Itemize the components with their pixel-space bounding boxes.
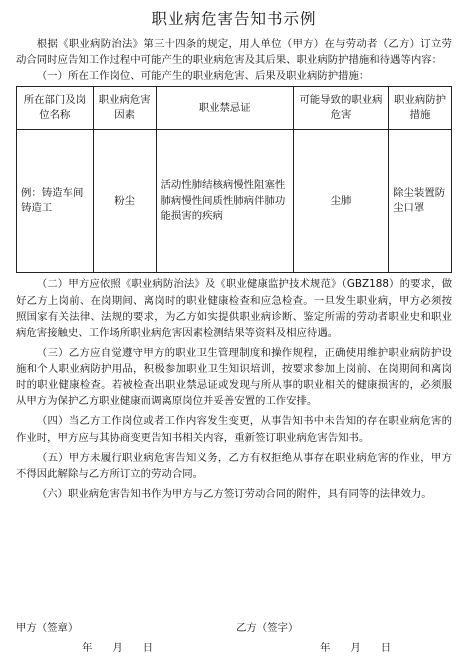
section-three: （三）乙方应自觉遵守甲方的职业卫生管理制度和操作规程，正确使用维护职业病防护设施和个人职业病防护用品，积极参加职业卫生知识培训，按要求参加上岗前、在岗期间和离岗时的职业健康检查。若被检查出职业禁忌证或发现与所从事的职业相关的健康损害的，必须服从甲方为保护乙方职业健康而调离原岗位并妥善安置的工作安排。 <box>16 346 452 408</box>
header-dept: 所在部门及岗位名称 <box>17 87 94 130</box>
party-a-month: 月 <box>112 642 123 654</box>
party-b-month: 月 <box>350 642 361 654</box>
section-five: （五）甲方未履行职业病危害告知义务，乙方有权拒绝从事存在职业病危害的作业，甲方不得因此解除与乙方所订立的劳动合同。 <box>16 451 452 480</box>
table-header-row <box>17 87 452 130</box>
party-b-day: 日 <box>380 642 392 654</box>
party-a-signature-label: 甲方（签章） <box>16 622 79 634</box>
section-six: （六）职业病危害告知书作为甲方与乙方签订劳动合同的附件，具有同等的法律效力。 <box>36 487 432 500</box>
cell-disease: 尘肺 <box>293 130 388 273</box>
hazard-table <box>16 86 452 273</box>
cell-factor: 粉尘 <box>93 130 156 273</box>
header-disease: 可能导致的职业病危害 <box>293 87 388 130</box>
page-title: 职业病危害告知书示例 <box>151 10 317 28</box>
cell-dept: 例：铸造车间铸造工 <box>17 130 94 273</box>
signature-block <box>16 620 452 660</box>
header-protection: 职业病防护措施 <box>389 87 452 130</box>
party-a-date <box>82 640 153 656</box>
party-b-year: 年 <box>320 642 331 654</box>
party-a-year: 年 <box>82 642 93 654</box>
party-b-signature-label: 乙方（签字） <box>236 622 299 634</box>
intro-paragraph: 根据《职业病防治法》第三十四条的规定，用人单位（甲方）在与劳动者（乙方）订立劳动合同时应告知工作过程中可能产生的职业病危害及其后果、职业病防护措施和待遇等内容： <box>16 38 452 67</box>
party-a-day: 日 <box>142 642 154 654</box>
cell-protection: 除尘装置防尘口罩 <box>389 130 452 273</box>
section-one-heading: （一）所在工作岗位、可能产生的职业病危害、后果及职业病防护措施： <box>36 70 370 83</box>
section-four: （四）当乙方工作岗位或者工作内容发生变更，从事告知书中未告知的存在职业病危害的作业时，甲方应与其协商变更告知书相关内容，重新签订职业病危害告知书。 <box>16 415 452 444</box>
table-row <box>17 130 452 273</box>
header-contraindication: 职业禁忌证 <box>156 87 293 130</box>
section-two: （二）甲方应依照《职业病防治法》及《职业健康监护技术规范》（GBZ188）的要求，做好乙方上岗前、在岗期间、离岗时的职业健康检查和应急检查。一旦发生职业病，甲方必须按照国家有关法律、法规的要求，为乙方如实提供职业病诊断、鉴定所需的劳动者职业史和职业病危害接触史、工作场所职业病危害因素检测结果等资料及相应待遇。 <box>16 278 452 339</box>
party-b-date <box>320 640 391 656</box>
header-factor: 职业病危害因素 <box>93 87 156 130</box>
cell-contraindication: 活动性肺结核病慢性阻塞性肺病慢性间质性肺病伴肺功能损害的疾病 <box>156 130 293 273</box>
